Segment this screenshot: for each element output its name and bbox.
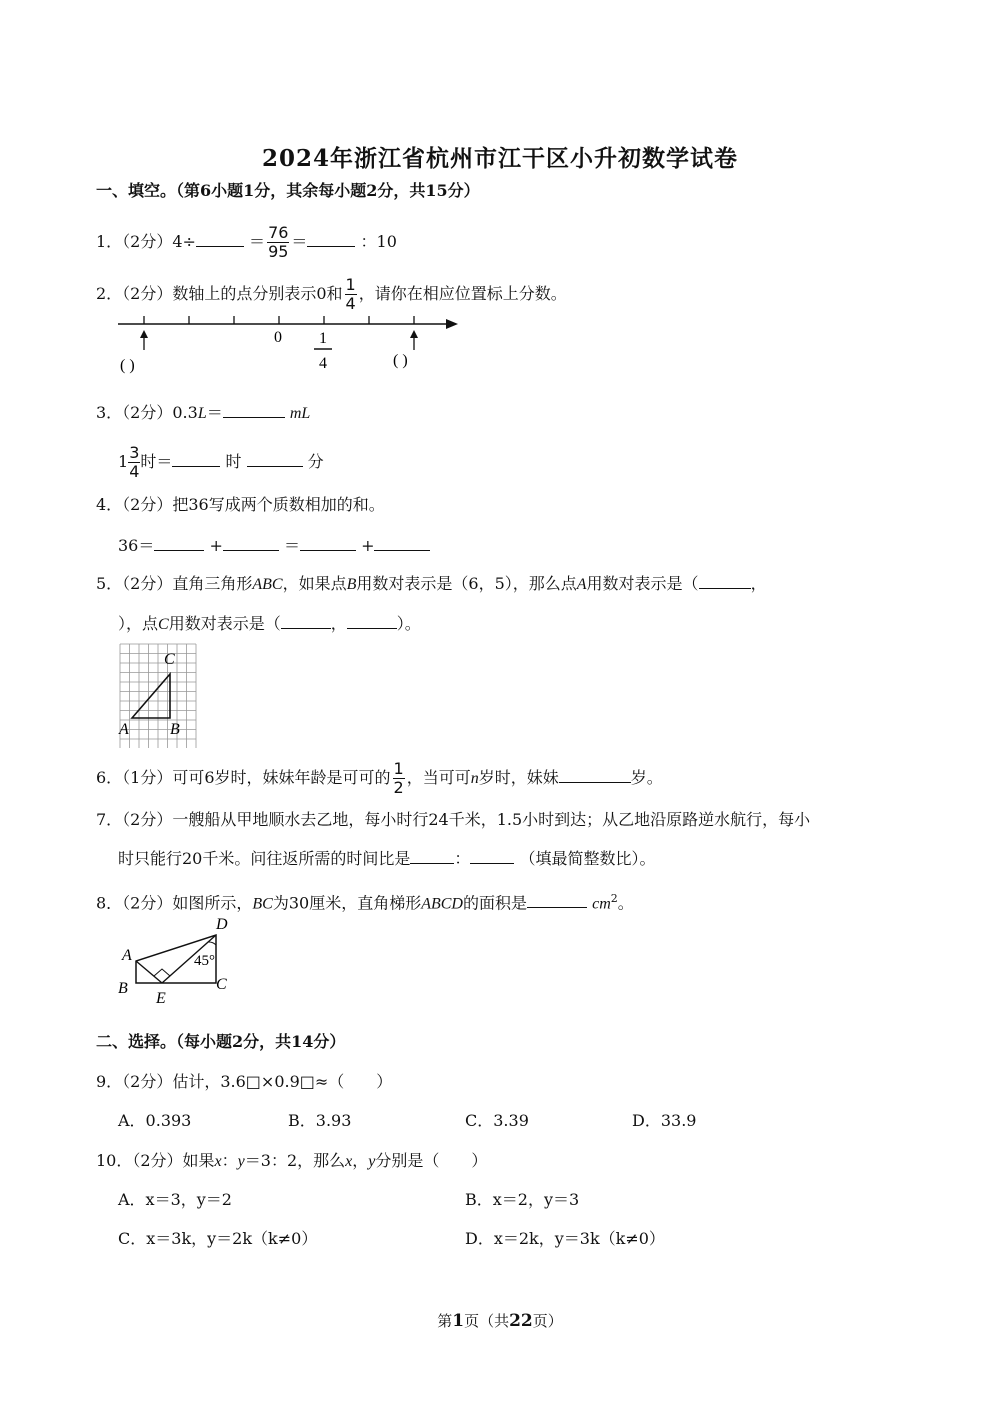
q5-point-b: B <box>346 576 357 593</box>
q3-line2-b: 时 <box>220 452 247 471</box>
q5-text-c: 用数对表示是（6，5），那么点 <box>356 574 577 593</box>
q5-triangle <box>132 674 170 718</box>
q5-label-b: B <box>170 721 180 738</box>
question-9: 9．（2分）估计，3.6□×0.9□≈（ ） <box>96 1072 393 1091</box>
footer-text-a: 第 <box>437 1312 453 1330</box>
question-1 <box>96 224 397 261</box>
right-answer-paren[interactable]: ( ) <box>393 352 408 369</box>
q5-text-a: 5．（2分）直角三角形 <box>96 574 253 593</box>
q6-fraction-numerator: 1 <box>393 759 404 778</box>
q10-text-a: 10．（2分）如果 <box>96 1151 215 1170</box>
q7-blank-2[interactable] <box>470 849 514 864</box>
q2-prefix: 2．（2分）数轴上的点分别表示0和 <box>96 284 343 303</box>
number-line-arrowhead <box>446 319 458 329</box>
footer-text-b: 页（共 <box>464 1312 510 1330</box>
q10-text-b: ＝3：2，那么 <box>244 1151 346 1170</box>
q10-option-c[interactable]: C．x＝3k，y＝2k（k≠0） <box>118 1229 318 1248</box>
q3-unit-l: L <box>197 405 207 422</box>
right-arrow-marker <box>410 330 418 338</box>
q3-blank-minutes[interactable] <box>247 452 303 467</box>
q8-abcd: ABCD <box>421 895 463 913</box>
q6-fraction <box>393 760 405 797</box>
q5-text-d: 用数对表示是（ <box>586 574 699 593</box>
q5-line2-end: ）。 <box>396 614 421 633</box>
q1-blank-1[interactable] <box>196 232 244 247</box>
q3-line2-a: 时＝ <box>140 452 173 471</box>
question-4-line-2 <box>118 536 430 556</box>
q1-fraction-denominator: 95 <box>268 242 289 261</box>
q1-fraction <box>267 224 289 261</box>
q5-text-b: ，如果点 <box>282 574 347 593</box>
q10-x: x <box>214 1153 222 1170</box>
question-8 <box>96 889 634 914</box>
footer-total-pages: 22 <box>509 1311 533 1331</box>
q5-line2-a: ），点 <box>118 614 159 633</box>
q1-prefix: 1．（2分）4÷ <box>96 232 196 251</box>
q8-blank[interactable] <box>527 893 587 908</box>
footer-page-number: 1 <box>452 1311 465 1331</box>
question-3-line-2 <box>118 444 324 481</box>
q5-blank-3[interactable] <box>347 614 397 629</box>
q3-blank-hours[interactable] <box>172 452 220 467</box>
page-title: 2024年浙江省杭州市江干区小升初数学试卷 <box>261 145 738 172</box>
question-7: 7．（2分）一艘船从甲地顺水去乙地，每小时行24千米，1.5小时到达；从乙地沿原路逆水航行，每小 <box>96 810 811 829</box>
q5-line2-comma: ， <box>330 614 347 633</box>
q4-plus-2: + <box>361 536 375 555</box>
q8-end: 。 <box>617 893 634 913</box>
q5-label-a: A <box>119 721 129 738</box>
page-footer <box>0 1310 1000 1331</box>
q6-mid: ，当可可 <box>406 768 471 787</box>
q9-option-b[interactable]: B．3.93 <box>288 1111 352 1130</box>
q4-plus-1: + <box>209 536 223 555</box>
question-5-line-2 <box>118 614 421 635</box>
number-line-ticks <box>144 316 414 324</box>
q8-trapezoid-figure <box>116 913 246 1008</box>
footer-text-c: 页） <box>532 1312 563 1330</box>
number-line-zero-label: 0 <box>274 329 282 346</box>
q6-mid2: 岁时，妹妹 <box>478 768 559 787</box>
q3-unit-ml: mL <box>289 405 311 422</box>
q6-blank[interactable] <box>559 768 631 783</box>
number-line-figure <box>110 310 470 385</box>
q5-blank-2[interactable] <box>281 614 331 629</box>
q5-label-c: C <box>164 651 175 668</box>
q4-blank-2[interactable] <box>223 536 279 551</box>
q3-fraction-numerator: 3 <box>129 443 140 462</box>
question-10 <box>96 1151 487 1172</box>
q5-point-c: C <box>158 616 169 633</box>
question-5 <box>96 574 767 595</box>
q4-blank-1[interactable] <box>154 536 204 551</box>
q3-prefix: 3．（2分）0.3 <box>96 403 198 422</box>
number-line-fraction-denominator: 4 <box>319 355 327 372</box>
q5-abc: ABC <box>252 576 283 593</box>
q8-angle-label: 45° <box>194 953 215 969</box>
q4-equals: ＝ <box>283 536 300 555</box>
q3-mixed-whole: 1 <box>118 452 129 471</box>
q3-mixed-fraction <box>128 444 140 481</box>
q6-prefix: 6．（1分）可可6岁时，妹妹年龄是可可的 <box>96 768 391 787</box>
q5-grid-lines <box>120 644 196 748</box>
q8-bc: BC <box>252 895 273 913</box>
q8-label-b: B <box>118 980 128 997</box>
q7-blank-1[interactable] <box>410 849 454 864</box>
q6-fraction-denominator: 2 <box>393 778 404 797</box>
q1-equals-1: ＝ <box>249 232 266 251</box>
section-1-heading: 一、填空。（第6小题1分，其余每小题2分，共15分） <box>96 181 480 200</box>
q10-option-d[interactable]: D．x＝2k，y＝3k（k≠0） <box>465 1229 665 1248</box>
q10-option-a[interactable]: A．x＝3，y＝2 <box>118 1190 232 1209</box>
left-arrow-marker <box>140 330 148 338</box>
q8-text-b: 为30厘米，直角梯形 <box>272 893 422 913</box>
q9-option-d[interactable]: D．33.9 <box>632 1111 697 1130</box>
q8-angle-arc <box>208 942 216 945</box>
q1-equals-2: ＝ <box>291 232 308 251</box>
q10-x-2: x <box>345 1153 353 1170</box>
q10-text-c: ， <box>352 1151 369 1170</box>
q8-unit: cm <box>592 895 611 913</box>
q7-line2-a: 时只能行20千米。问往返所需的时间比是 <box>118 849 411 868</box>
q5-point-a: A <box>576 576 587 593</box>
q3-blank-ml[interactable] <box>223 403 285 418</box>
question-6 <box>96 760 663 797</box>
q8-label-a: A <box>122 947 132 964</box>
q4-blank-3[interactable] <box>300 536 356 551</box>
q8-label-d: D <box>216 916 228 933</box>
q8-label-e: E <box>156 990 166 1007</box>
q1-blank-2[interactable] <box>307 232 355 247</box>
q2-fraction <box>345 276 357 313</box>
q2-fraction-denominator: 4 <box>345 294 356 313</box>
q6-variable-n: n <box>470 770 479 787</box>
q10-option-b[interactable]: B．x＝2，y＝3 <box>465 1190 580 1209</box>
question-4: 4．（2分）把36写成两个质数相加的和。 <box>96 495 385 514</box>
left-answer-paren[interactable]: ( ) <box>120 357 135 374</box>
q6-suffix: 岁。 <box>630 768 663 787</box>
q8-label-c: C <box>216 976 227 993</box>
q1-fraction-numerator: 76 <box>268 223 289 242</box>
q2-fraction-numerator: 1 <box>345 275 356 294</box>
q10-y: y <box>237 1153 245 1170</box>
question-2 <box>96 276 567 313</box>
q3-equals: ＝ <box>206 403 223 422</box>
q3-line2-c: 分 <box>302 452 324 471</box>
question-7-line-2 <box>118 849 656 869</box>
q5-line2-b: 用数对表示是（ <box>168 614 281 633</box>
number-line-fraction-numerator: 1 <box>319 330 327 347</box>
q1-suffix: ：10 <box>360 232 397 251</box>
q2-suffix: ，请你在相应位置标上分数。 <box>358 284 567 303</box>
q8-text-a: 8．（2分）如图所示， <box>96 893 253 913</box>
q8-right-angle-mark <box>154 969 170 976</box>
q3-fraction-denominator: 4 <box>129 462 140 481</box>
q8-text-c: 的面积是 <box>462 893 527 913</box>
q9-option-a[interactable]: A．0.393 <box>118 1111 192 1130</box>
section-2-heading: 二、选择。（每小题2分，共14分） <box>96 1032 346 1051</box>
q10-colon: ： <box>221 1151 238 1170</box>
q5-text-e: ， <box>750 574 767 593</box>
q5-grid-figure <box>118 642 200 748</box>
q4-line2-a: 36＝ <box>118 536 155 555</box>
q5-blank-1[interactable] <box>699 574 751 589</box>
q10-y-2: y <box>368 1153 376 1170</box>
q10-text-d: 分别是（ ） <box>375 1151 488 1170</box>
q9-option-c[interactable]: C．3.39 <box>465 1111 529 1130</box>
q8-unit-exponent: 2 <box>610 892 618 905</box>
q7-line2-b: （填最简整数比）。 <box>519 849 656 868</box>
question-3 <box>96 403 310 424</box>
q7-colon: ： <box>454 849 471 868</box>
q4-blank-4[interactable] <box>374 536 430 551</box>
